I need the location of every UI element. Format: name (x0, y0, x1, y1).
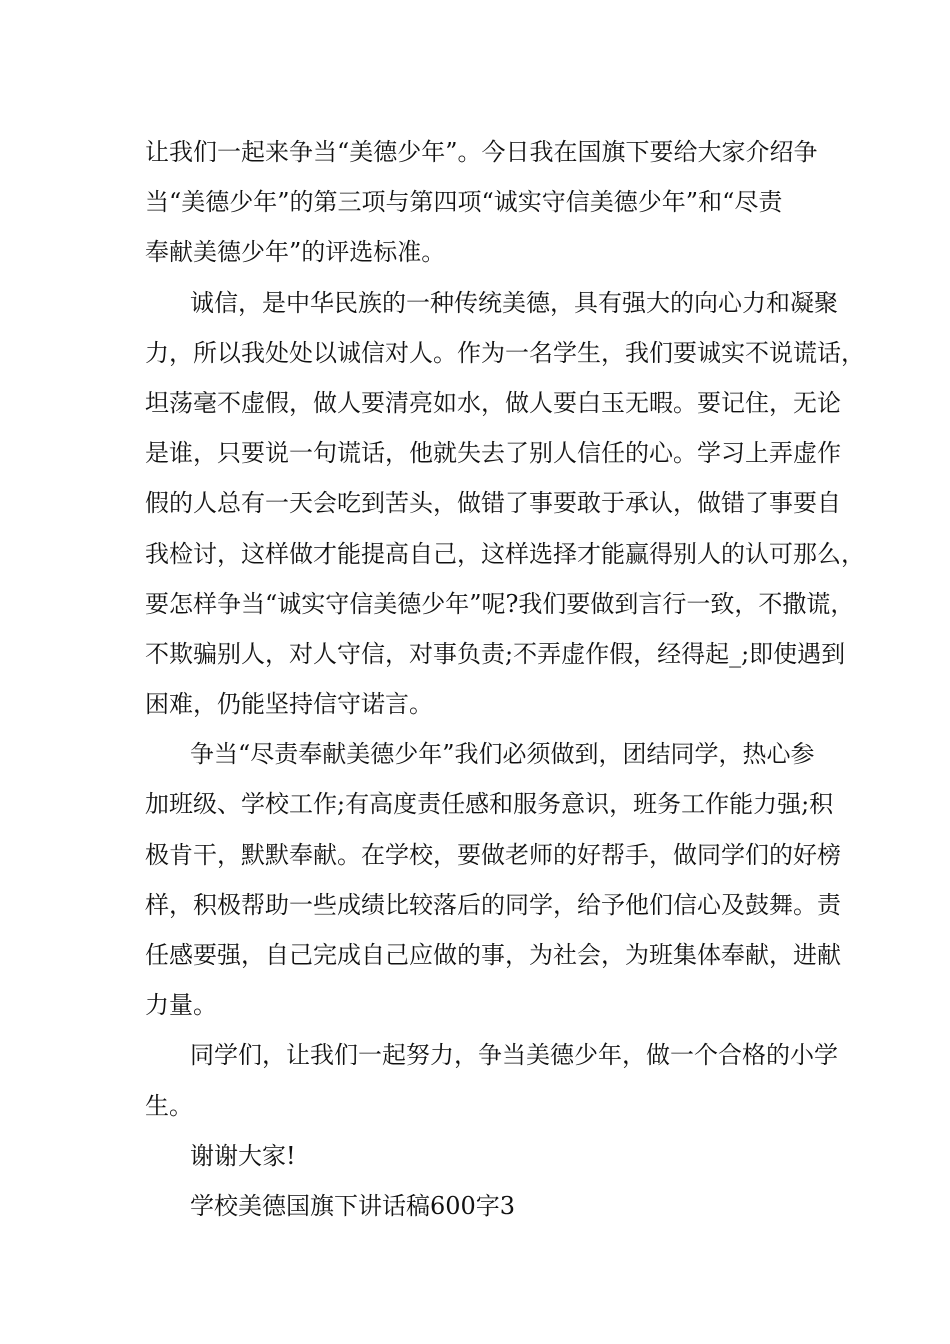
text-line: 假的人总有一天会吃到苦头，做错了事要敢于承认，做错了事要自 (145, 489, 841, 518)
text-line: 同学们，让我们一起努力，争当美德少年，做一个合格的小学 (190, 1041, 838, 1070)
text-line: 学校美德国旗下讲话稿600字3 (190, 1191, 516, 1220)
text-line: 力，所以我处处以诚信对人。作为一名学生，我们要诚实不说谎话， (145, 338, 865, 367)
text-line: 加班级、学校工作;有高度责任感和服务意识，班务工作能力强;积 (145, 790, 834, 819)
paragraph-call-to-action (145, 1030, 838, 1130)
text-line: 是谁，只要说一句谎话，他就失去了别人信任的心。学习上弄虚作 (145, 439, 841, 468)
document-body (145, 127, 865, 1231)
text-line: 诚信，是中华民族的一种传统美德，具有强大的向心力和凝聚 (190, 288, 838, 317)
text-line: 谢谢大家! (190, 1141, 296, 1170)
text-line: 奉献美德少年”的评选标准。 (145, 238, 446, 267)
paragraph-dedication (145, 729, 841, 1030)
text-line: 生。 (145, 1091, 193, 1120)
text-line: 让我们一起来争当“美德少年”。今日我在国旗下要给大家介绍争 (145, 138, 818, 166)
text-line: 极肯干，默默奉献。在学校，要做老师的好帮手，做同学们的好榜 (145, 840, 841, 869)
text-line: 坦荡毫不虚假，做人要清亮如水，做人要白玉无暇。要记住，无论 (145, 388, 841, 417)
text-line: 困难，仍能坚持信守诺言。 (145, 690, 433, 719)
text-line: 争当“尽责奉献美德少年”我们必须做到，团结同学，热心参 (190, 740, 815, 769)
paragraph-honesty (145, 278, 865, 730)
text-line: 样，积极帮助一些成绩比较落后的同学，给予他们信心及鼓舞。责 (145, 890, 841, 919)
text-line: 当“美德少年”的第三项与第四项“诚实守信美德少年”和“尽责 (145, 188, 783, 217)
text-line: 不欺骗别人，对人守信，对事负责;不弄虚作假，经得起_;即使遇到 (145, 639, 846, 668)
text-line: 力量。 (145, 991, 217, 1020)
section-heading (145, 1181, 811, 1231)
text-line: 任感要强，自己完成自己应做的事，为社会，为班集体奉献，进献 (145, 941, 841, 969)
paragraph-thanks (145, 1131, 811, 1181)
text-line: 要怎样争当“诚实守信美德少年”呢?我们要做到言行一致，不撒谎， (145, 589, 855, 618)
text-line: 我检讨，这样做才能提高自己，这样选择才能赢得别人的认可那么， (145, 539, 865, 568)
paragraph-intro (145, 127, 818, 278)
